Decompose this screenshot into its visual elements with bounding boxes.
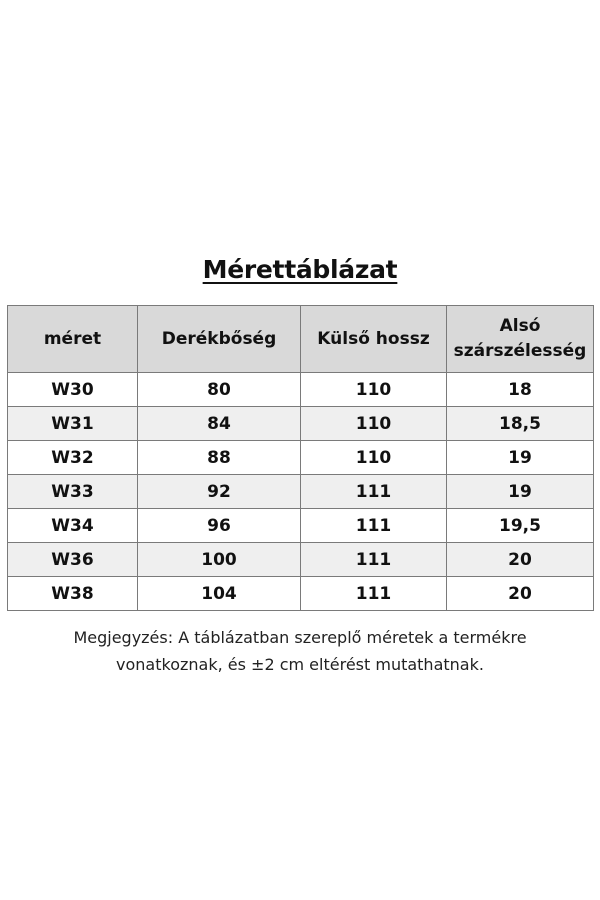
cell-hem-width: 19	[447, 475, 594, 509]
cell-hem-width: 18,5	[447, 407, 594, 441]
cell-outer-length: 111	[301, 509, 447, 543]
table-row	[8, 509, 594, 543]
cell-size: W32	[8, 441, 138, 475]
cell-outer-length: 110	[301, 441, 447, 475]
header-waist: Derékbőség	[138, 306, 301, 373]
cell-hem-width: 20	[447, 577, 594, 611]
header-hem-width-line1: Alsó	[499, 316, 541, 336]
disclaimer-note	[0, 624, 600, 678]
table-row	[8, 577, 594, 611]
cell-waist: 96	[138, 509, 301, 543]
cell-size: W38	[8, 577, 138, 611]
size-chart-table	[7, 305, 594, 611]
cell-waist: 92	[138, 475, 301, 509]
header-row	[8, 306, 594, 373]
cell-waist: 84	[138, 407, 301, 441]
cell-waist: 100	[138, 543, 301, 577]
cell-size: W36	[8, 543, 138, 577]
cell-hem-width: 20	[447, 543, 594, 577]
cell-hem-width: 18	[447, 373, 594, 407]
cell-outer-length: 111	[301, 577, 447, 611]
cell-outer-length: 110	[301, 407, 447, 441]
cell-size: W31	[8, 407, 138, 441]
cell-outer-length: 111	[301, 475, 447, 509]
note-line-2: vonatkoznak, és ±2 cm eltérést mutathatnak.	[116, 655, 484, 674]
cell-waist: 80	[138, 373, 301, 407]
table-header	[8, 306, 594, 373]
cell-waist: 104	[138, 577, 301, 611]
table-body	[8, 373, 594, 611]
table-row	[8, 543, 594, 577]
header-size: méret	[8, 306, 138, 373]
cell-waist: 88	[138, 441, 301, 475]
page-title: Mérettáblázat	[202, 255, 398, 284]
cell-outer-length: 110	[301, 373, 447, 407]
cell-outer-length: 111	[301, 543, 447, 577]
table-row	[8, 407, 594, 441]
note-line-1: Megjegyzés: A táblázatban szereplő méretek a termékre	[73, 628, 527, 647]
table-row	[8, 373, 594, 407]
cell-hem-width: 19,5	[447, 509, 594, 543]
cell-size: W30	[8, 373, 138, 407]
header-hem-width-line2: szárszélesség	[453, 341, 587, 361]
cell-size: W33	[8, 475, 138, 509]
table-row	[8, 475, 594, 509]
cell-size: W34	[8, 509, 138, 543]
table-row	[8, 441, 594, 475]
header-hem-width	[447, 306, 594, 373]
header-outer-length: Külső hossz	[301, 306, 447, 373]
cell-hem-width: 19	[447, 441, 594, 475]
